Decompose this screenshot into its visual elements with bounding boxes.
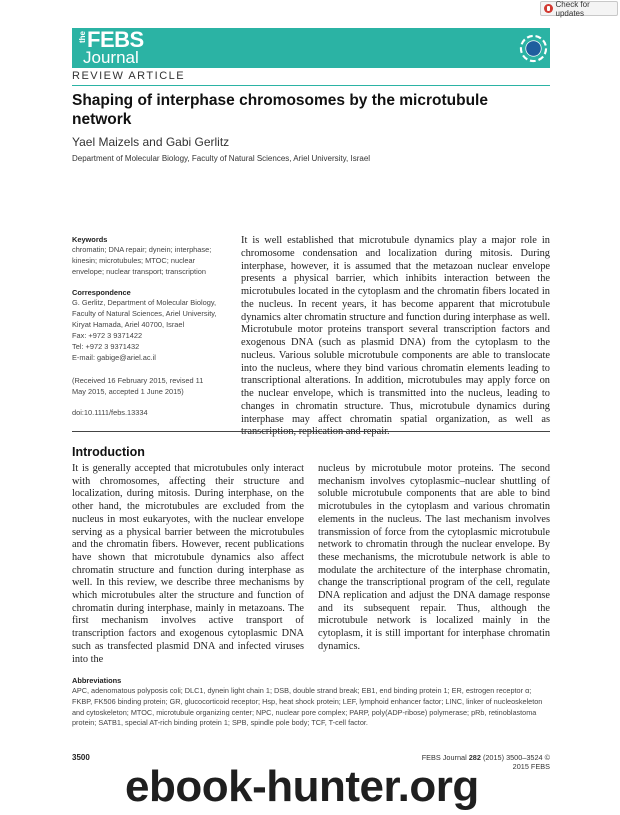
keywords-heading: Keywords: [72, 235, 108, 244]
keywords-line: chromatin; DNA repair; dynein; interphase;: [72, 245, 212, 254]
correspondence-line: G. Gerlitz, Department of Molecular Biology,: [72, 298, 217, 307]
article-affiliation: Department of Molecular Biology, Faculty of Natural Sciences, Ariel University, Israel: [72, 154, 371, 163]
correspondence-block: [72, 297, 232, 363]
keywords-line: kinesin; microtubules; MTOC; nuclear: [72, 256, 196, 265]
journal-banner: [72, 28, 550, 68]
logo-febs: FEBS: [87, 27, 144, 52]
fax-line: Fax: +972 3 9371422: [72, 331, 143, 340]
banner-divider: [72, 85, 550, 86]
citation-journal: FEBS Journal: [421, 753, 469, 762]
keywords-line: envelope; nuclear transport; transcription: [72, 267, 206, 276]
email-link[interactable]: E-mail: gabige@ariel.ac.il: [72, 353, 156, 362]
logo-journal: Journal: [83, 48, 139, 67]
abbreviations-text: APC, adenomatous polyposis coli; DLC1, dynein light chain 1; DSB, double strand break; EB1, end binding protein 1; ER, estrogen receptor α; FKBP, FK506 binding protein; GR, glucocorticoid receptor; Hsp, heat shock protein; LEF, lymphoid enhancer factor; LINC, linker of nucleoskeleton and cytoskeleton; MTOC, microtubule organizing center; NPC, nuclear pore complex; PARP, poly(ADP-ribose) polymerase; pRb, retinoblastoma protein; SATB1, special AT-rich binding protein 1; SPB, spindle pole body; TCF, T-cell factor.: [72, 686, 543, 728]
dates-line: May 2015, accepted 1 June 2015): [72, 387, 184, 396]
correspondence-line: Kiryat Hamada, Ariel 40700, Israel: [72, 320, 185, 329]
introduction-column-1: It is generally accepted that microtubules only interact with chromosomes, affecting their structure and localization, during mitosis. During interphase, on the other hand, the microtubules are excluded from the nucleus in most eukaryotes, with the nuclear envelope serving as a physical barrier between the microtubules and the chromatin fibers. However, recent publications have shown that microtubule dynamics also affect chromatin structure and function during interphase as well. In this review, we describe three mechanisms by which microtubules alter the structure and function of chromatin during interphase, mainly in metazoans. The first mechanism involves active transport of transcription factors and exogenous cytoplasmic DNA such as transfected plasmid DNA and infected viruses into the: [72, 463, 304, 665]
update-icon: [544, 4, 553, 13]
introduction-heading: Introduction: [72, 445, 145, 459]
citation-rest: (2015) 3500–3524 © 2015 FEBS: [480, 753, 550, 771]
article-type: REVIEW ARTICLE: [72, 70, 186, 82]
dates-line: (Received 16 February 2015, revised 11: [72, 376, 204, 385]
keywords-list: [72, 244, 230, 277]
watermark-text: ebook-hunter.org: [125, 762, 479, 811]
doi-link[interactable]: doi:10.1111/febs.13334: [72, 408, 148, 417]
abstract: It is well established that microtubule dynamics play a major role in chromosome condensation and localization during mitosis. During interphase, however, it is assumed that the metazoan nuclear envelope presents a physical barrier, which inhibits interaction between the microtubules located in the cytoplasm and the chromatin fibers located in the nucleus. In recent years, it has become apparent that microtubule dynamics alter chromatin structure and function during interphase as well. Microtubule motor proteins transport several transcription factors and exogenous DNA (such as plasmid DNA) from the cytoplasm to the nucleus. Various soluble microtubule components are able to translocate into the nucleus, where they bind various chromatin elements leading to transcriptional alterations. In addition, microtubules may apply force on the nuclear envelope, which is transmitted into the nucleus, leading to changes in chromatin structure. Thus, microtubule dynamics during interphase may affect chromatin spatial organization, as well as: [241, 235, 550, 425]
tel-line: Tel: +972 3 9371432: [72, 342, 140, 351]
check-for-updates-label: Check for updates: [555, 0, 590, 18]
section-divider: [72, 431, 550, 432]
introduction-column-2: nucleus by microtubule motor proteins. The second mechanism involves cytoplasmic–nuclear shuttling of soluble microtubule components that are able to bind microtubules in the cytoplasm and various chromatin elements in the nucleus. The last mechanism involves transmission of force from the cytoplasmic microtubule network to chromatin through the nuclear envelope. By these mechanisms, the microtubule network is able to modulate the architecture of the interphase chromatin, change the transcriptional program of the cell, regulate DNA replication and adjust the DNA damage response and its subsequent repair. Thus, although the microtubule network is localized mainly in the cytoplasm, it is still important for interphase chromatin dynamics.: [318, 463, 550, 652]
check-for-updates-button[interactable]: [540, 1, 618, 16]
article-authors: Yael Maizels and Gabi Gerlitz: [72, 135, 230, 149]
article-title: Shaping of interphase chromosomes by the microtubule network: [72, 92, 488, 128]
correspondence-line: Faculty of Natural Sciences, Ariel University,: [72, 309, 217, 318]
page-number: 3500: [72, 753, 90, 762]
abbreviations-heading: Abbreviations: [72, 676, 122, 685]
citation-volume: 282: [468, 753, 481, 762]
febs-seal-icon: [519, 34, 548, 63]
logo-the: the: [78, 31, 87, 43]
correspondence-heading: Correspondence: [72, 288, 131, 297]
received-dates: [72, 375, 232, 397]
